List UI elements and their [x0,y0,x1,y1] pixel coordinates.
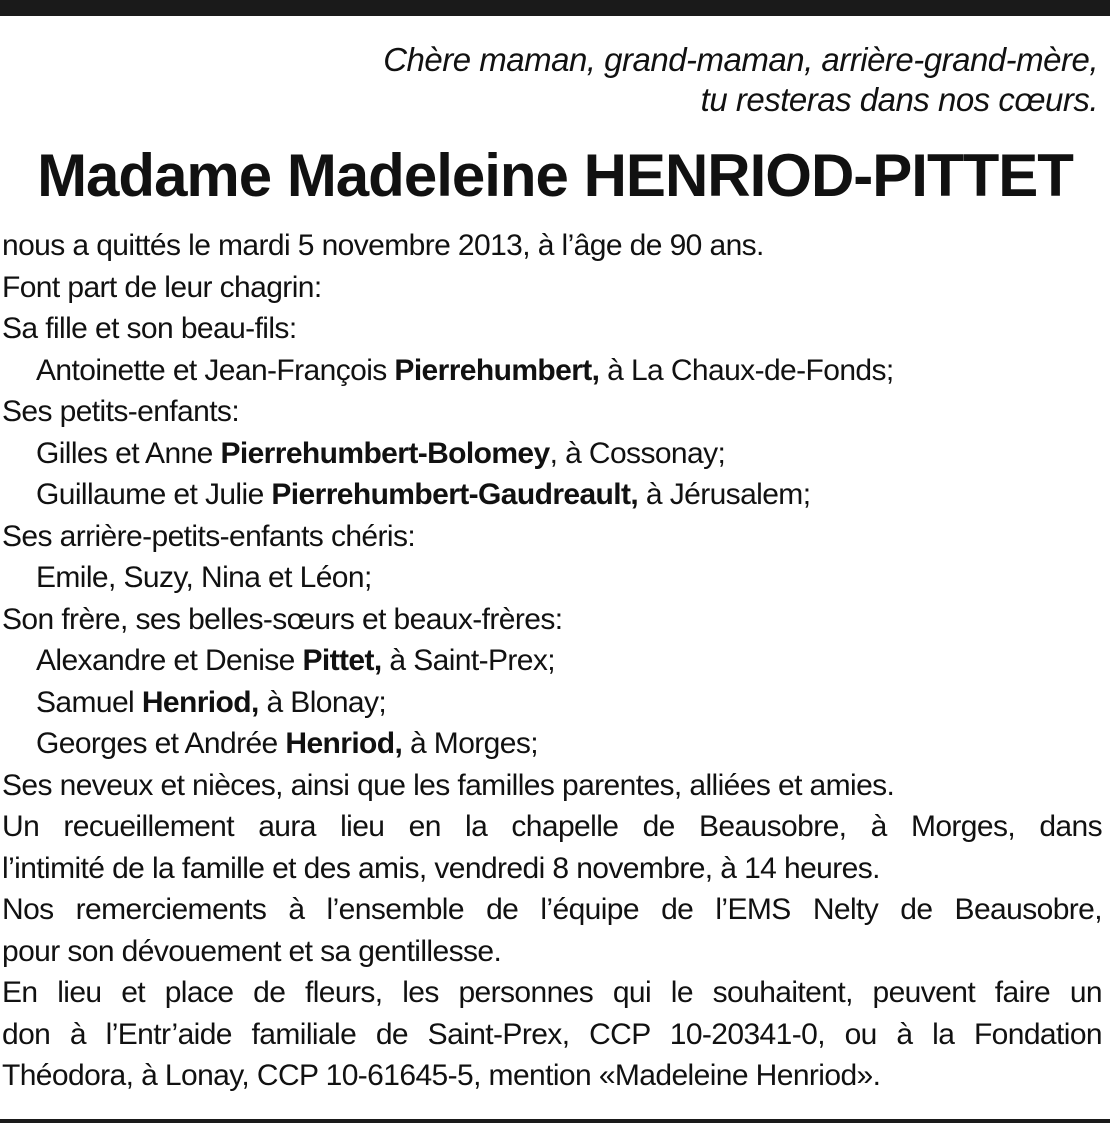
entry-text: Antoinette et Jean-François [36,353,395,387]
notice-line: Un recueillement aura lieu en la chapelle de Beausobre, à Morges, dans [2,810,1102,843]
notice-body [2,225,1102,1097]
family-entry [2,723,1102,765]
notice-line: Sa fille et son beau-fils: [2,312,297,345]
family-name: Henriod, [285,727,403,760]
entry-text: Samuel [36,685,142,719]
notice-line: don à l’Entr’aide familiale de Saint-Prex, CCP 10-20341-0, ou à la Fondation [2,1017,1102,1051]
family-name: Pittet, [302,644,382,677]
notice-line: Ses petits-enfants: [2,395,240,428]
family-entry [2,474,1102,516]
notice-line: Théodora, à Lonay, CCP 10-61645-5, mention «Madeleine Henriod». [2,1059,881,1092]
quote-line-1: Chère maman, grand-maman, arrière-grand-mère, [383,41,1098,78]
epitaph-quote [383,40,1098,120]
entry-text: Guillaume et Julie [36,478,272,511]
entry-text: Gilles et Anne [36,436,221,470]
entry-location: à Morges; [402,727,538,760]
entry-text: Alexandre et Denise [36,644,303,677]
notice-line: l’intimité de la famille et des amis, vendredi 8 novembre, à 14 heures. [2,851,880,885]
top-rule [0,0,1110,16]
entry-location: à La Chaux-de-Fonds; [599,353,894,387]
family-entry [2,350,1102,392]
notice-line: pour son dévouement et sa gentillesse. [2,934,502,968]
notice-line: nous a quittés le mardi 5 novembre 2013, à l’âge de 90 ans. [2,229,764,262]
entry-location: , à Cossonay; [549,436,726,470]
bottom-rule [0,1119,1110,1123]
deceased-name: Madame Madeleine HENRIOD-PITTET [37,142,1073,209]
family-entry [2,433,1102,475]
family-entry [2,640,1102,682]
family-name: Pierrehumbert-Bolomey [220,436,550,470]
family-name: Pierrehumbert-Gaudreault, [271,478,639,511]
entry-location: à Jérusalem; [638,478,811,511]
entry-location: à Saint-Prex; [381,644,555,677]
notice-line: Ses neveux et nièces, ainsi que les familles parentes, alliées et amies. [2,768,895,802]
family-entry [2,682,1102,724]
notice-line: En lieu et place de fleurs, les personnes qui le souhaitent, peuvent faire un [2,976,1102,1009]
family-name: Pierrehumbert, [394,353,600,387]
notice-line: Ses arrière-petits-enfants chéris: [2,519,416,553]
family-entry: Emile, Suzy, Nina et Léon; [36,561,372,594]
notice-line: Son frère, ses belles-sœurs et beaux-frères: [2,602,563,636]
entry-location: à Blonay; [258,685,387,719]
entry-text: Georges et Andrée [36,727,286,760]
quote-line-2: tu resteras dans nos cœurs. [700,81,1098,118]
notice-line: Nos remerciements à l’ensemble de l’équipe de l’EMS Nelty de Beausobre, [2,893,1102,926]
family-name: Henriod, [141,685,259,719]
notice-line: Font part de leur chagrin: [2,270,322,304]
